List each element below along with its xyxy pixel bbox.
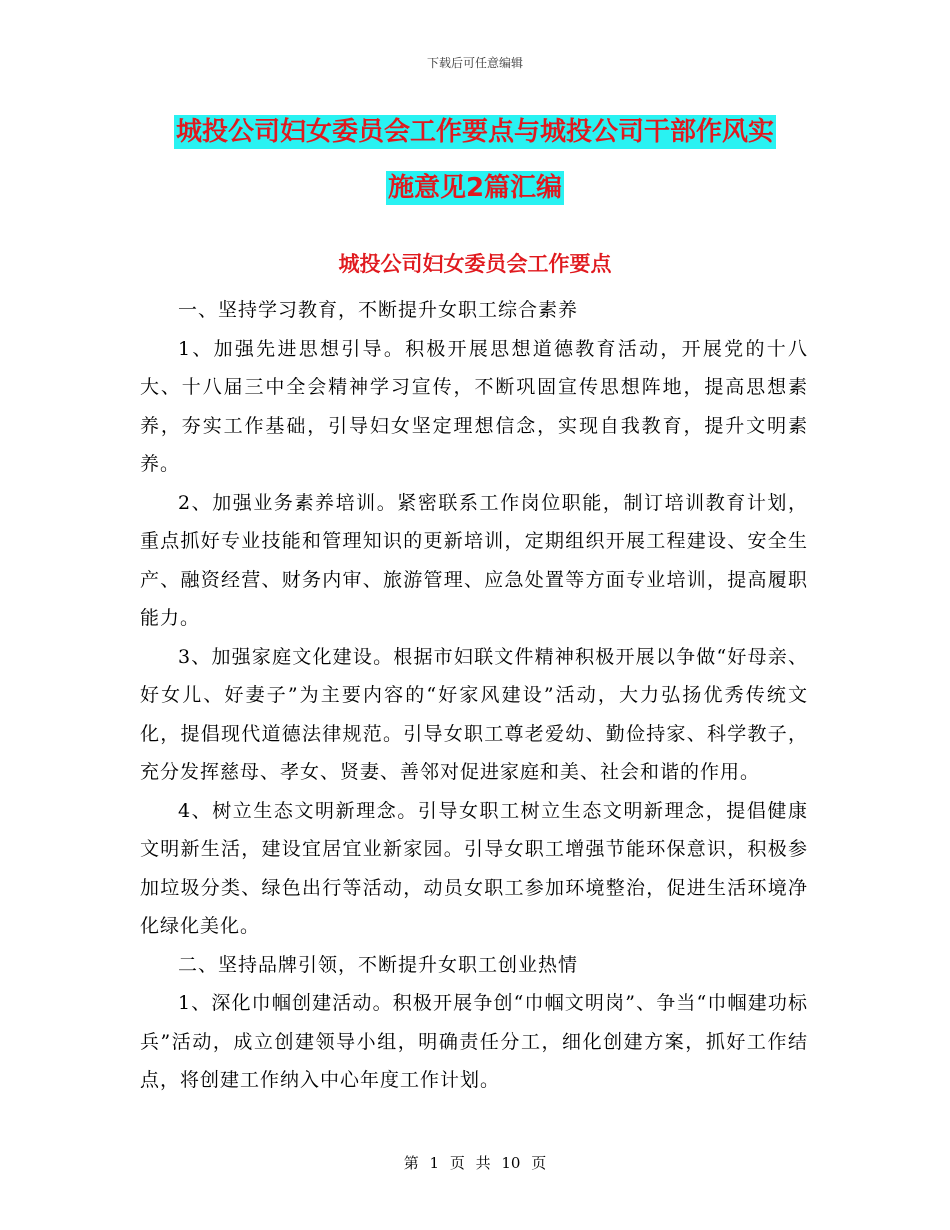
heading-1: 一、坚持学习教育，不断提升女职工综合素养 [178,299,579,321]
heading-2: 二、坚持品牌引领，不断提升女职工创业热情 [178,953,579,976]
header-note: 下载后可任意编辑 [426,56,523,70]
paragraph-2-1: 1、深化巾帼创建活动。积极开展争创“巾帼文明岗”、争当“巾帼建功标兵”活动，成立创建领导小组，明确责任分工，细化创建方案，抓好工作结点，将创建工作纳入中心年度工作计划。 [140,992,808,1091]
paragraph-1-2: 2、加强业务素养培训。紧密联系工作岗位职能，制订培训教育计划，重点抓好专业技能和管理知识的更新培训，定期组织开展工程建设、安全生产、融资经营、财务内审、旅游管理、应急处置等方面专业培训，提高履职能力。 [140,491,808,629]
page-number-footer: 第 1 页 共 10 页 [403,1154,547,1172]
document-title-line-2: 施意见2篇汇编 [387,173,563,203]
paragraph-1-3: 3、加强家庭文化建设。根据市妇联文件精神积极开展以争做“好母亲、好女儿、好妻子”为主要内容的“好家风建设”活动，大力弘扬优秀传统文化，提倡现代道德法律规范。引导女职工尊老爱幼、勤俭持家、科学教子，充分发挥慈母、孝女、贤妻、善邻对促进家庭和美、社会和谐的作用。 [140,645,808,783]
section-title: 城投公司妇女委员会工作要点 [338,252,612,276]
paragraph-1-4: 4、树立生态文明新理念。引导女职工树立生态文明新理念，提倡健康文明新生活，建设宜居宜业新家园。引导女职工增强节能环保意识，积极参加垃圾分类、绿色出行等活动，动员女职工参加环境整治，促进生活环境净化绿化美化。 [140,799,808,937]
paragraph-1-1: 1、加强先进思想引导。积极开展思想道德教育活动，开展党的十八大、十八届三中全会精神学习宣传，不断巩固宣传思想阵地，提高思想素养，夯实工作基础，引导妇女坚定理想信念，实现自我教育，提升文明素养。 [140,337,808,475]
document-body [140,291,808,1100]
document-title-line-1: 城投公司妇女委员会工作要点与城投公司干部作风实 [175,117,774,147]
document-title [140,104,810,216]
